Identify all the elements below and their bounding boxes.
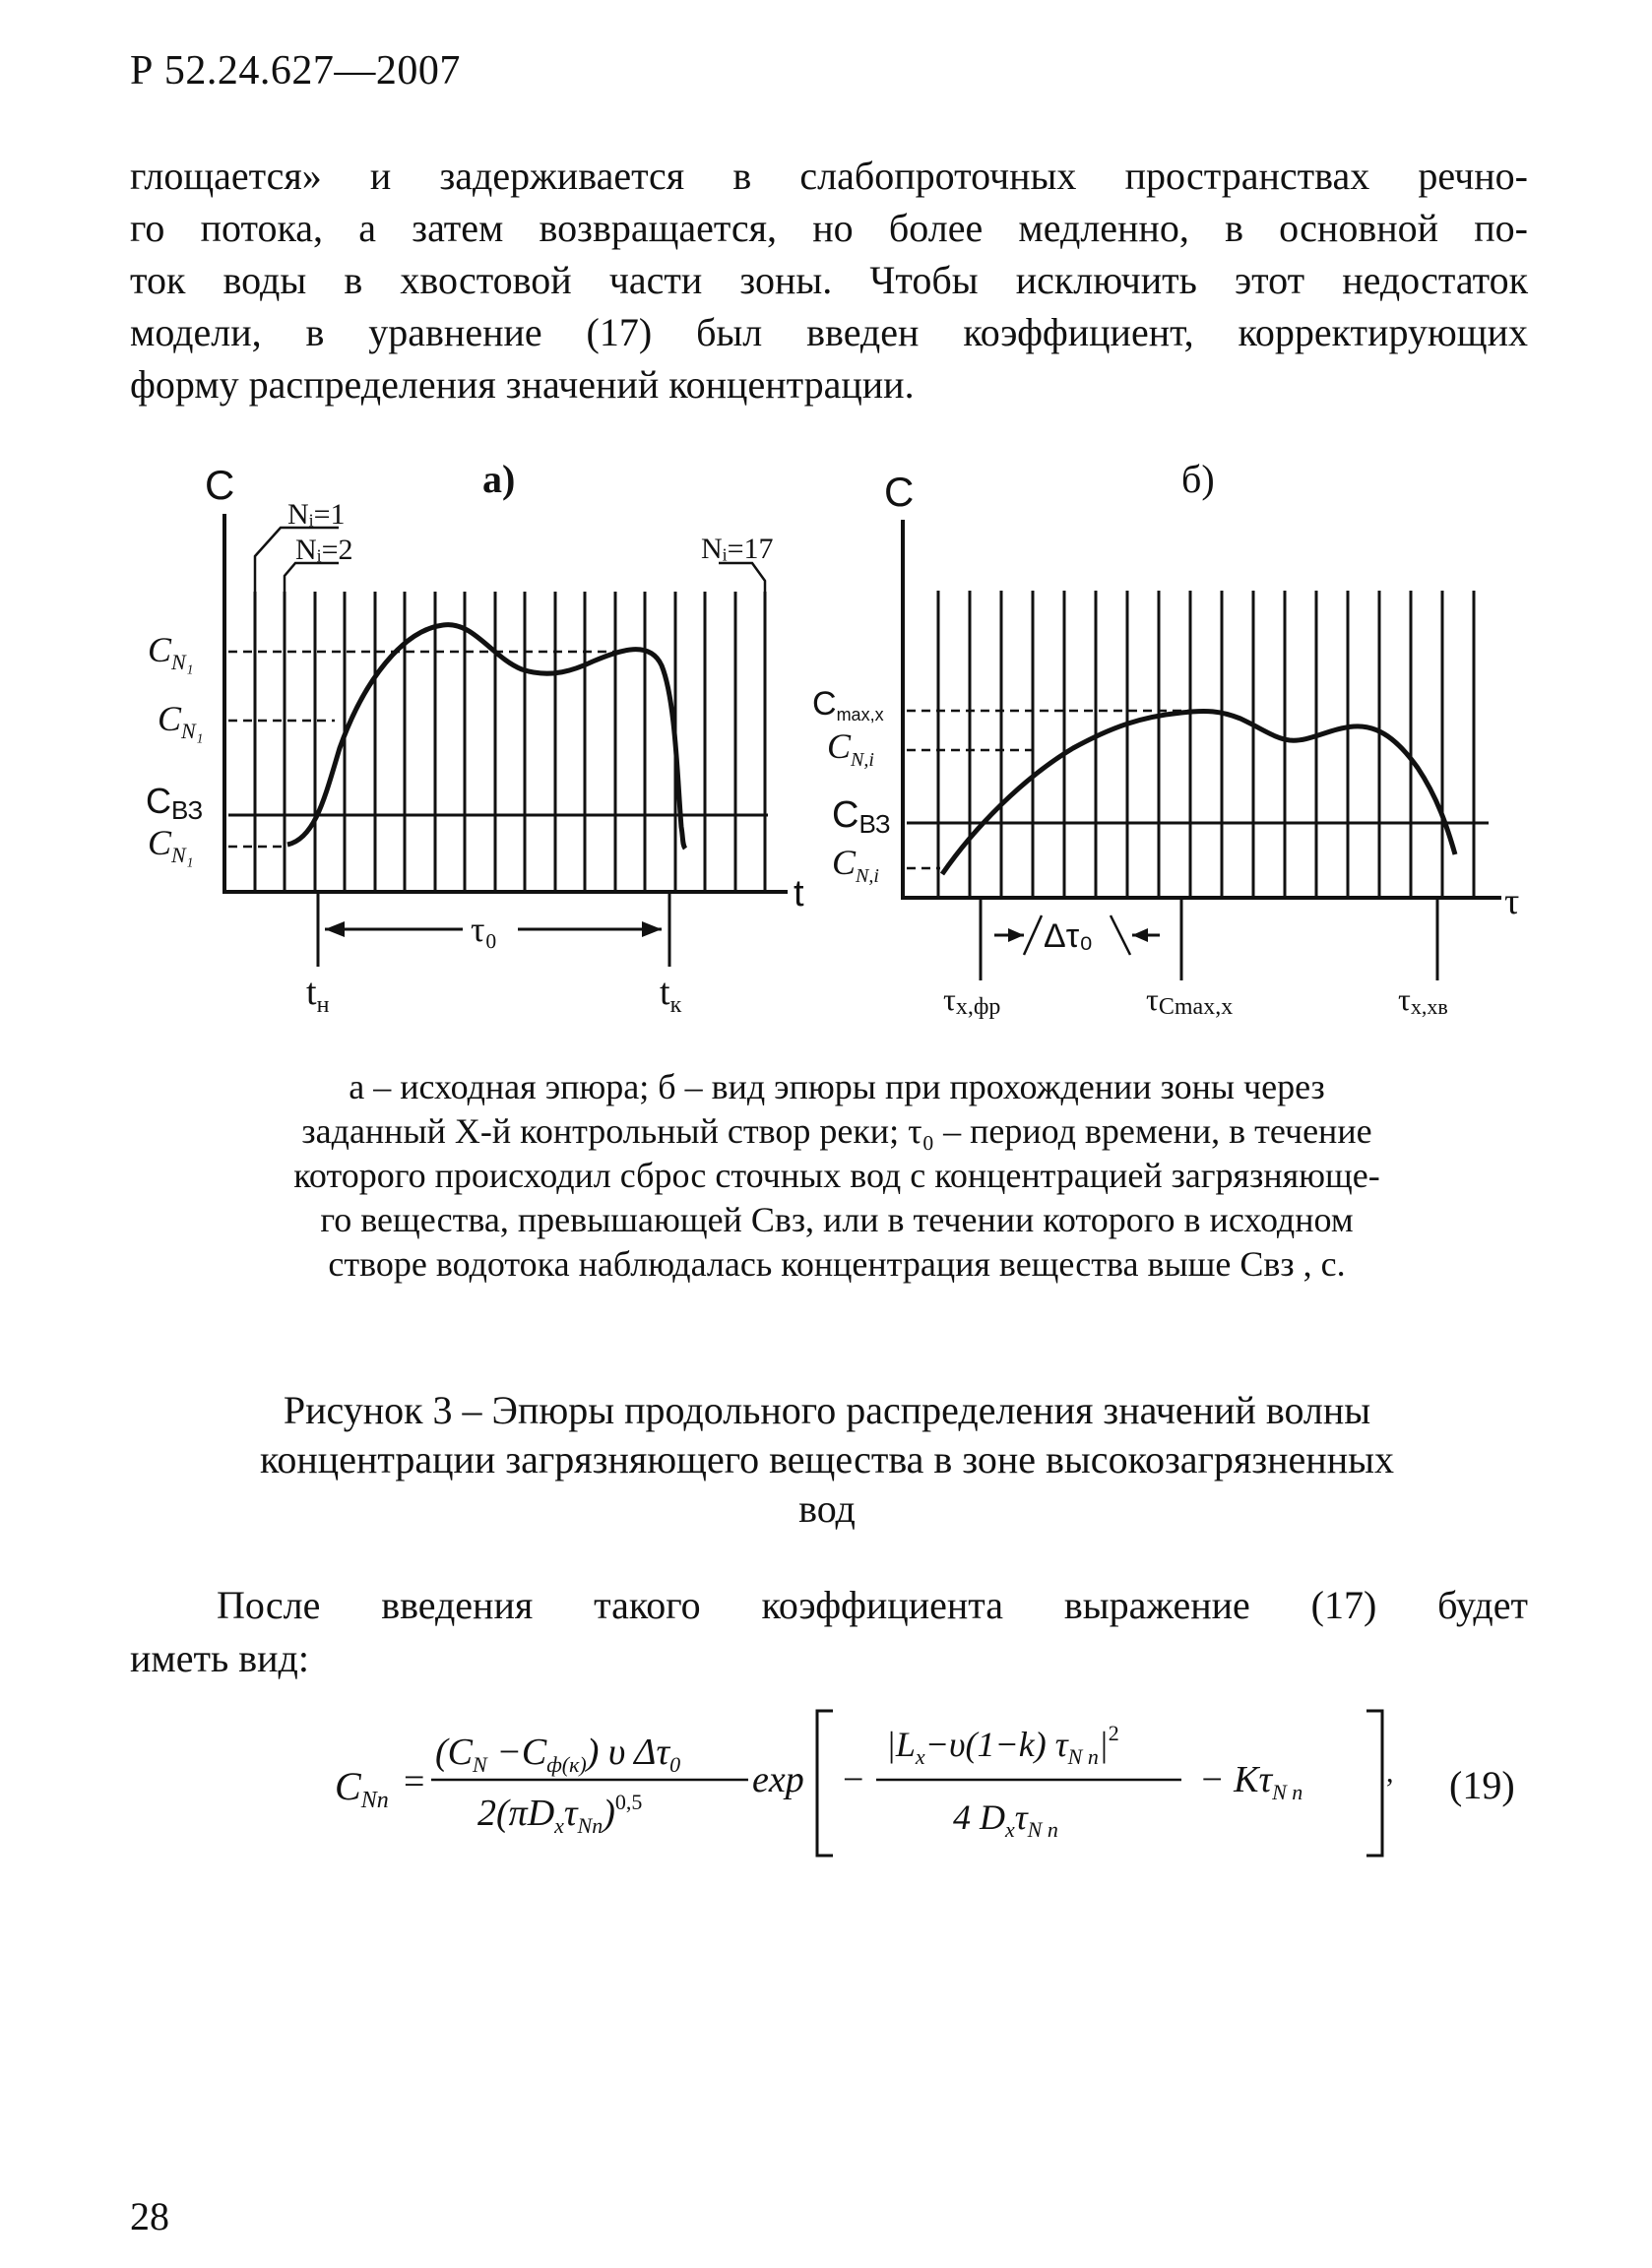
arrowhead-right: [642, 921, 662, 937]
formula-lhs: $C_{Nn}$: [335, 1764, 389, 1813]
leader-n17: [719, 563, 765, 592]
panel-a: [146, 457, 804, 1018]
label-cmax: Cmax,x: [812, 685, 884, 724]
formula-left-bracket: [817, 1711, 833, 1856]
text-line: ток воды в хвостовой части зоны. Чтобы исключить этот недостаток: [130, 258, 1528, 302]
label-cn1: $C_{N_1}$: [148, 630, 194, 674]
figure-title: [148, 1386, 1506, 1534]
delta-tau-label: Δτ₀: [1044, 917, 1094, 955]
leader-n2: [285, 563, 339, 592]
formula-denominator: $2(\pi D_x\tau_{Nn})^{0,5}$: [477, 1790, 643, 1838]
formula-exp: exp: [752, 1759, 804, 1800]
panel-a-x-axis-label: t: [794, 873, 804, 914]
delta-slash-left: [1024, 915, 1042, 955]
formula-numerator: $(C_N -C_{ф(к)})$ υ $\Delta\tau_0$: [435, 1732, 681, 1777]
formula-minus: −: [843, 1759, 864, 1800]
panel-b: [812, 457, 1519, 1020]
caption-line: заданный Х-й контрольный створ реки; τ₀ – период времени, в течение: [301, 1111, 1372, 1151]
tau0-label: τ₀: [471, 910, 498, 949]
n17-label: Nᵢ=17: [701, 533, 774, 565]
text-line: форму распределения значений концентрации.: [130, 362, 915, 407]
figure-caption: [177, 1065, 1496, 1287]
formula-inner-numerator: $|L_x-\upsilon(1-k)$ $\tau_{N n}|^2$: [886, 1721, 1119, 1769]
delta-slash-right: [1111, 915, 1130, 955]
label-cvz-b: CВЗ: [832, 794, 891, 839]
caption-line: го вещества, превышающей Свз, или в течении которого в исходном: [320, 1200, 1354, 1239]
formula-right-bracket: [1366, 1711, 1382, 1856]
formula-equals: =: [404, 1761, 425, 1802]
formula-intro-paragraph: [130, 1579, 1528, 1685]
panel-b-label: б): [1181, 457, 1215, 501]
n1-label: Nᵢ=1: [287, 498, 346, 531]
page-number: 28: [130, 2194, 169, 2238]
label-cvz: CВЗ: [146, 781, 204, 825]
equation-number: (19): [1449, 1763, 1515, 1807]
delta-arrowhead-left: [1008, 928, 1024, 942]
figure-title-line: вод: [798, 1486, 856, 1531]
text-line: модели, в уравнение (17) был введен коэффициент, корректирующих: [130, 310, 1528, 354]
delta-arrowhead-right: [1132, 928, 1148, 942]
panel-a-y-axis-label: C: [205, 462, 235, 508]
label-cn2: $C_{N_1}$: [158, 699, 204, 743]
label-cni: $C_{N,i}$: [827, 726, 874, 771]
n2-label: Nᵢ=2: [295, 534, 353, 566]
text-line: иметь вид:: [130, 1636, 309, 1680]
caption-line: створе водотока наблюдалась концентрация вещества выше Свз , с.: [328, 1244, 1346, 1284]
text-line: После введения такого коэффициента выражение (17) будет: [217, 1583, 1528, 1627]
intro-paragraph: [130, 150, 1528, 410]
arrowhead-left: [325, 921, 345, 937]
caption-line: которого происходил сброс сточных вод с концентрацией загрязняюще-: [293, 1156, 1380, 1195]
tau-cmax-label: τCmax,x: [1146, 981, 1234, 1020]
label-cni2: $C_{N,i}$: [832, 843, 879, 887]
figure-3: [0, 433, 1652, 1063]
tk-label: $t_к$: [660, 972, 682, 1018]
caption-line: а – исходная эпюра; б – вид эпюры при прохождении зоны через: [349, 1067, 1325, 1106]
formula-comma: ,: [1386, 1756, 1394, 1789]
figure-title-line: Рисунок 3 – Эпюры продольного распределения значений волны: [283, 1388, 1371, 1432]
panel-b-x-axis-label: τ: [1504, 881, 1520, 922]
tn-label: $t_н$: [306, 972, 330, 1018]
formula-inner-denominator: 4 $D_x\tau_{N n}$: [953, 1797, 1058, 1842]
tau-front-label: τх,фр: [943, 981, 1001, 1020]
label-cn3: $C_{N_1}$: [148, 823, 194, 867]
formula-tail: − $K\tau_{N n}$: [1199, 1759, 1303, 1804]
panel-a-label: а): [482, 457, 516, 501]
text-line: го потока, а затем возвращается, но более медленно, в основной по-: [130, 206, 1528, 250]
tau-tail-label: τх,хв: [1398, 981, 1448, 1019]
formula-19: [315, 1693, 1398, 1870]
panel-b-y-axis-label: C: [884, 469, 915, 515]
text-line: глощается» и задерживается в слабопроточных пространствах речно-: [130, 154, 1528, 198]
figure-title-line: концентрации загрязняющего вещества в зоне высокозагрязненных: [260, 1437, 1394, 1481]
panel-a-grid: [255, 592, 765, 892]
document-header: Р 52.24.627—2007: [130, 48, 461, 94]
panel-b-grid: [938, 591, 1474, 898]
